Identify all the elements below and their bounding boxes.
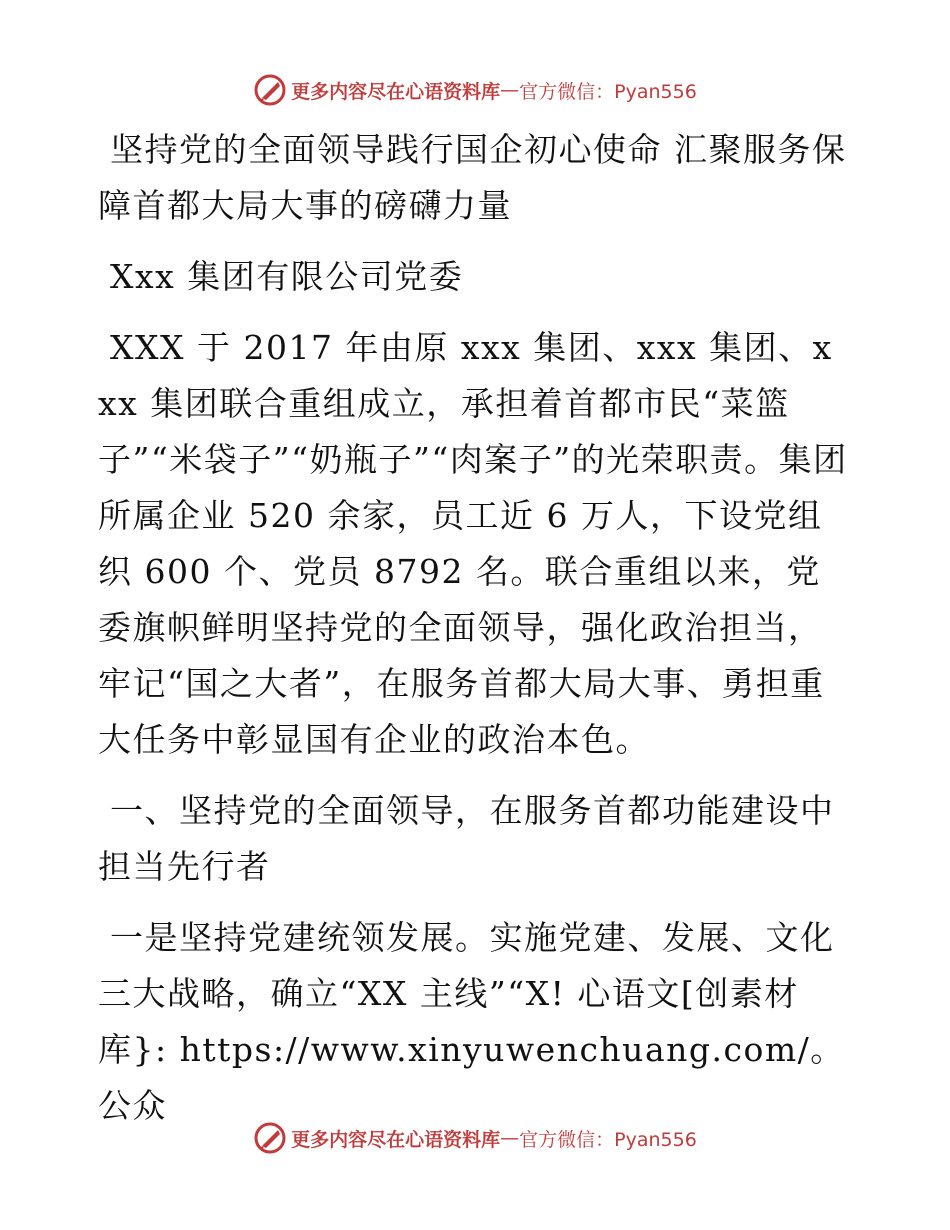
document-body bbox=[98, 122, 850, 1149]
header-watermark-banner bbox=[0, 70, 950, 110]
banner-dash: — bbox=[500, 79, 520, 101]
section-paragraph-1: 一是坚持党建统领发展。实施党建、发展、文化三大战略，确立“XX 主线”“X! 心语文[创素材库}: https://www.xinyuwenchuang.com/。公众 bbox=[98, 918, 845, 1125]
footer-watermark-banner bbox=[0, 1118, 950, 1158]
banner-wechat: 官方微信：Pyan556 bbox=[519, 1128, 697, 1151]
quill-pen-logo-icon bbox=[253, 73, 287, 107]
document-title: 坚持党的全面领导践行国企初心使命 汇聚服务保障首都大局大事的磅礴力量 bbox=[98, 130, 847, 225]
quill-pen-logo-icon bbox=[253, 1121, 287, 1155]
document-author: Xxx 集团有限公司党委 bbox=[110, 257, 464, 296]
section-heading-1: 一、坚持党的全面领导，在服务首都功能建设中担当先行者 bbox=[98, 791, 835, 886]
banner-dash: — bbox=[500, 1127, 520, 1149]
intro-paragraph: XXX 于 2017 年由原 xxx 集团、xxx 集团、xxx 集团联合重组成立，承担着首都市民“菜篮子”“米袋子”“奶瓶子”“肉案子”的光荣职责。集团所属企业 520 余家，员工近 6 万人，下设党组织 600 个、党员 8792 名。联合重组以来，党委旗帜鲜明坚持党的全面领导，强化政治担当，牢记“国之大者”，在服务首都大局大事、勇担重大任务中彰显国有企业的政治本色。 bbox=[98, 328, 848, 759]
banner-slogan: 更多内容尽在心语资料库 bbox=[291, 80, 501, 103]
banner-wechat: 官方微信：Pyan556 bbox=[519, 80, 697, 103]
banner-slogan: 更多内容尽在心语资料库 bbox=[291, 1128, 501, 1151]
